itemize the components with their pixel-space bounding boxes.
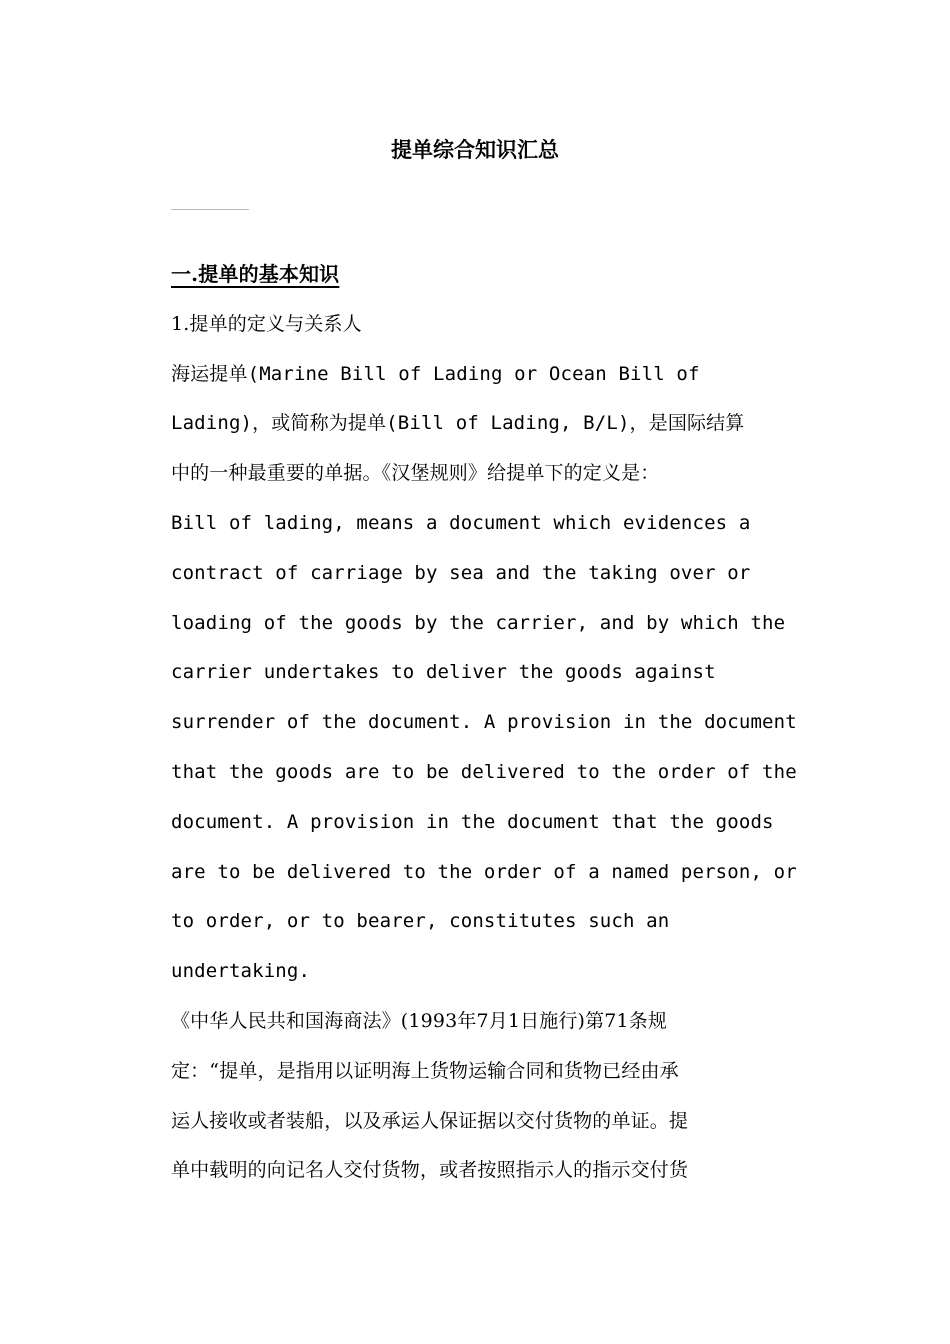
paragraph-line: are to be delivered to the order of a named person, or <box>171 860 797 883</box>
paragraph-line: 海运提单(Marine Bill of Lading or Ocean Bill of <box>171 362 700 385</box>
paragraph-line: 运人接收或者装船，以及承运人保证据以交付货物的单证。提 <box>171 1109 689 1132</box>
paragraph-line: Bill of lading, means a document which evidences a <box>171 511 751 534</box>
divider-line <box>171 209 249 210</box>
paragraph-line: that the goods are to be delivered to the order of the <box>171 760 797 783</box>
paragraph-line: to order, or to bearer, constitutes such an <box>171 910 670 933</box>
section-heading-line <box>171 250 783 300</box>
paragraph-line: 定：“提单，是指用以证明海上货物运输合同和货物已经由承 <box>171 1059 679 1082</box>
section-heading: 一.提单的基本知识 <box>171 262 340 286</box>
paragraph-line: contract of carriage by sea and the taking over or <box>171 561 751 584</box>
paragraph-line: Lading)，或简称为提单(Bill of Lading, B/L)，是国际结算 <box>171 412 745 435</box>
paragraph-line: loading of the goods by the carrier, and by which the <box>171 611 786 634</box>
paragraph-line: undertaking. <box>171 960 311 983</box>
paragraph-line: surrender of the document. A provision in the document <box>171 711 797 734</box>
subheading: 1.提单的定义与关系人 <box>171 312 362 335</box>
paragraph-line: 《中华人民共和国海商法》(1993年7月1日施行)第71条规 <box>171 1009 668 1032</box>
document-title: 提单综合知识汇总 <box>391 137 559 162</box>
paragraph-line: 单中载明的向记名人交付货物，或者按照指示人的指示交付货 <box>171 1159 689 1182</box>
paragraph-line: document. A provision in the document that the goods <box>171 810 774 833</box>
document-body <box>171 250 797 1196</box>
paragraph-line: carrier undertakes to deliver the goods against <box>171 661 716 684</box>
paragraph-line: 中的一种最重要的单据。《汉堡规则》给提单下的定义是： <box>171 462 660 485</box>
